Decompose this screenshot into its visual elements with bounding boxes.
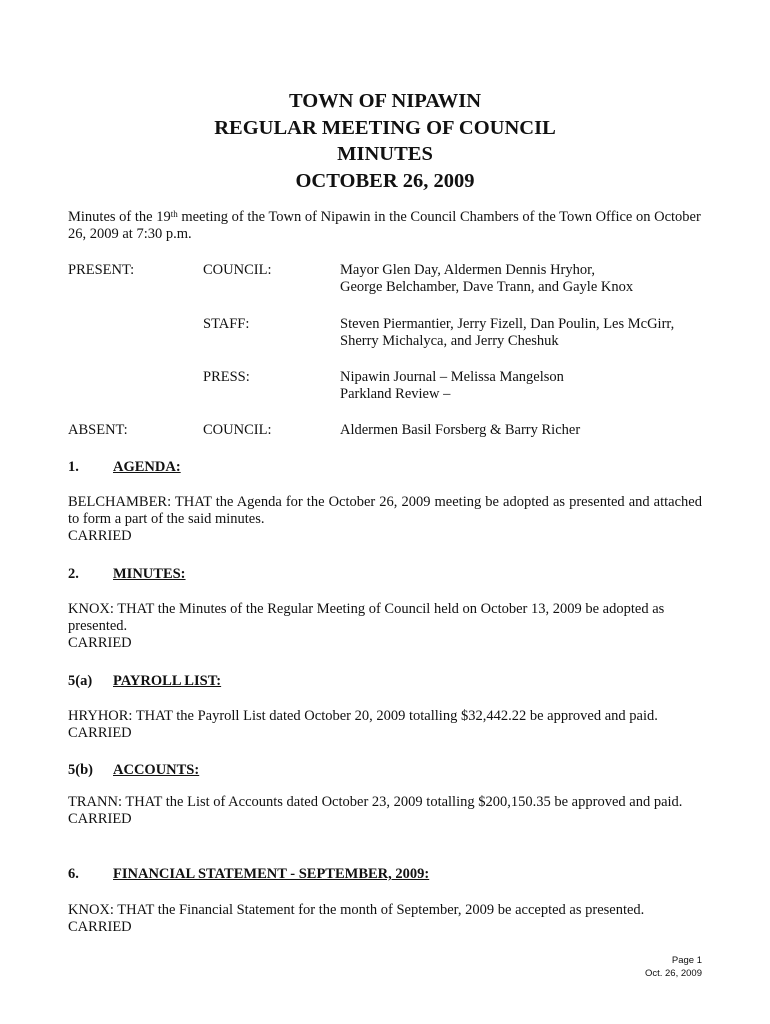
council-members [340, 262, 710, 296]
footer-date: Oct. 26, 2009 [644, 968, 702, 979]
section-title: AGENDA: [113, 459, 181, 475]
motion-accounts [68, 794, 702, 828]
intro-text-end: meeting of the Town of Nipawin in the Council Chambers of the Town Office on October 26, 2009 at 7:30 p.m. [68, 209, 701, 242]
motion-text: BELCHAMBER: THAT the Agenda for the October 26, 2009 meeting be adopted as presented and attached to form a part of the said minutes. [68, 494, 702, 527]
motion-payroll [68, 708, 702, 742]
title-minutes: MINUTES [337, 143, 433, 165]
page-footer [645, 954, 702, 980]
council-members-line: Mayor Glen Day, Aldermen Dennis Hryhor, [340, 262, 595, 278]
absent-members [340, 422, 710, 439]
motion-result: CARRIED [68, 528, 132, 544]
section-number: 6. [68, 866, 79, 882]
present-label: PRESENT: [68, 262, 135, 278]
absent-label: ABSENT: [68, 422, 128, 438]
section-title: PAYROLL LIST: [113, 673, 222, 689]
staff-members [340, 316, 710, 350]
motion-financial [68, 902, 702, 936]
section-number: 2. [68, 566, 79, 582]
motion-minutes [68, 601, 702, 652]
intro-superscript: th [170, 209, 178, 219]
motion-text: HRYHOR: THAT the Payroll List dated October 20, 2009 totalling $32,442.22 be approved and paid. [68, 708, 658, 724]
press-members-line: Parkland Review – [340, 386, 451, 402]
absent-council-label: COUNCIL: [203, 422, 272, 438]
motion-text: KNOX: THAT the Financial Statement for the month of September, 2009 be accepted as presented. [68, 902, 645, 918]
motion-result: CARRIED [68, 919, 132, 935]
press-members-line: Nipawin Journal – Melissa Mangelson [340, 369, 564, 385]
section-title: ACCOUNTS: [113, 762, 200, 778]
section-number: 1. [68, 459, 79, 475]
motion-result: CARRIED [68, 725, 132, 741]
press-label: PRESS: [203, 369, 250, 385]
motion-agenda [68, 494, 702, 545]
motion-text: KNOX: THAT the Minutes of the Regular Meeting of Council held on October 13, 2009 be adopted as presented. [68, 601, 665, 634]
staff-label: STAFF: [203, 316, 250, 332]
intro-paragraph [68, 209, 702, 243]
motion-result: CARRIED [68, 635, 132, 651]
council-members-line: George Belchamber, Dave Trann, and Gayle Knox [340, 279, 634, 295]
absent-members-line: Aldermen Basil Forsberg & Barry Richer [340, 422, 581, 438]
motion-result: CARRIED [68, 811, 132, 827]
press-members [340, 369, 710, 403]
council-label: COUNCIL: [203, 262, 272, 278]
title-date: OCTOBER 26, 2009 [295, 169, 475, 192]
intro-text-start: Minutes of the 19 [68, 209, 171, 225]
section-title: MINUTES: [113, 566, 186, 582]
motion-text: TRANN: THAT the List of Accounts dated October 23, 2009 totalling $200,150.35 be approved and paid. [68, 794, 683, 810]
staff-members-line: Steven Piermantier, Jerry Fizell, Dan Poulin, Les McGirr, [340, 316, 675, 332]
document-title [0, 88, 770, 194]
section-title: FINANCIAL STATEMENT - SEPTEMBER, 2009: [113, 866, 430, 882]
title-meeting: REGULAR MEETING OF COUNCIL [214, 116, 556, 139]
section-number: 5(b) [68, 762, 93, 778]
section-number: 5(a) [68, 673, 93, 689]
page-number: Page 1 [671, 955, 702, 966]
title-town: TOWN OF NIPAWIN [288, 90, 482, 112]
staff-members-line: Sherry Michalyca, and Jerry Cheshuk [340, 333, 559, 349]
